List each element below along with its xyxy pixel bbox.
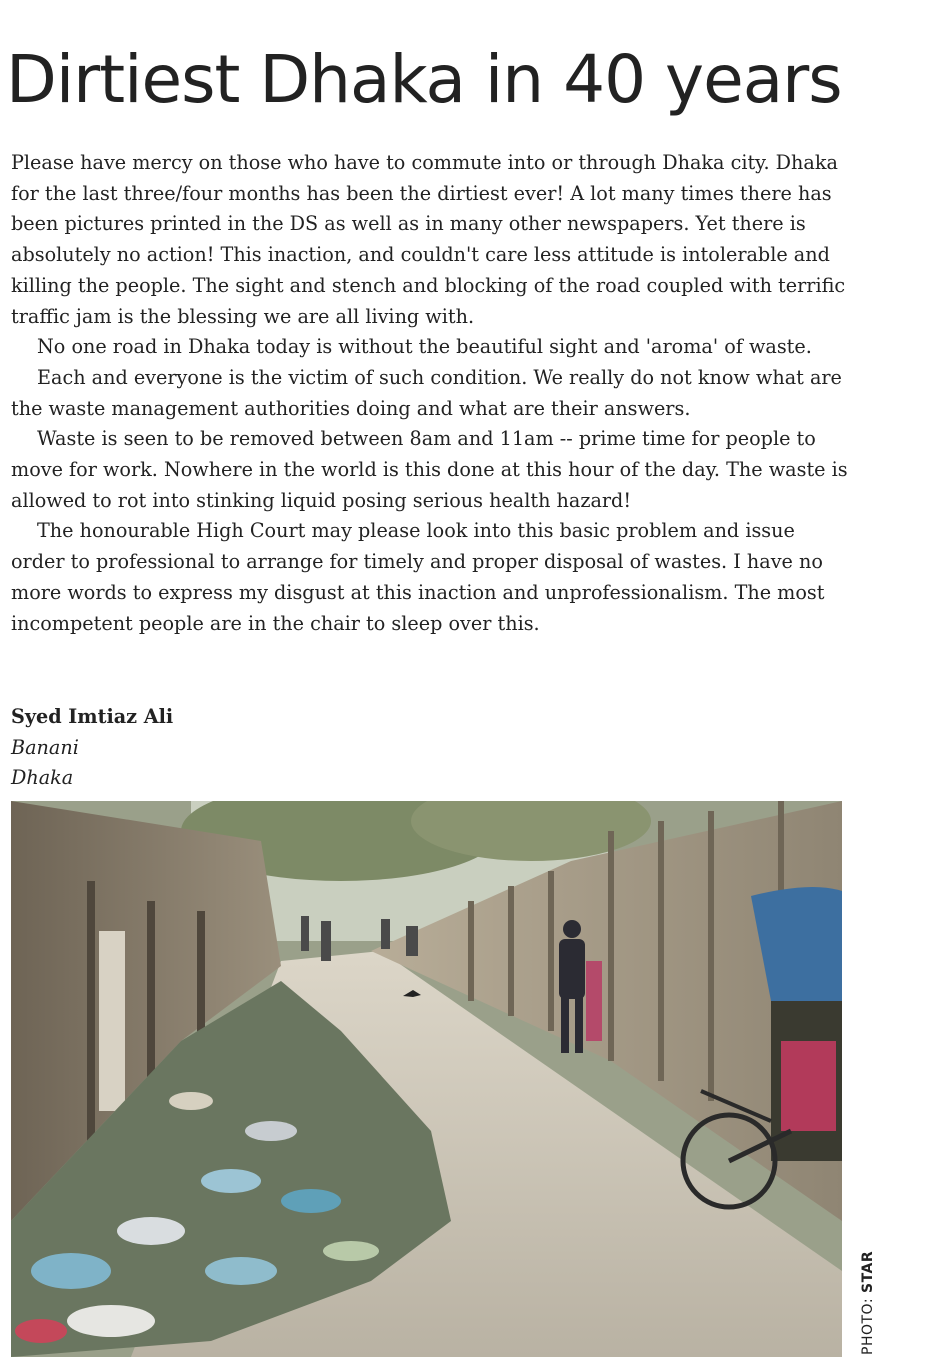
paragraph-3: Each and everyone is the victim of such condition. We really do not know what are the waste management authorities doing and what are their answers. (11, 365, 842, 420)
street-photo (11, 801, 842, 1357)
photo-credit-prefix: PHOTO: (860, 1293, 876, 1355)
paragraph-2: No one road in Dhaka today is without the beautiful sight and 'aroma' of waste. (37, 335, 812, 359)
paragraph-5: The honourable High Court may please look into this basic problem and issue order to professional to arrange for timely and proper disposal of wastes. I have no more words to express my disgust at this inaction and unprofessionalism. The most incompetent people are in the chair to sleep over this. (11, 519, 825, 635)
photo-credit-source: STAR (860, 1250, 876, 1294)
paragraph-4: Waste is seen to be removed between 8am and 11am -- prime time for people to move for work. Nowhere in the world is this done at this hour of the day. The waste is allowed to rot into stinking liquid posing serious health hazard! (11, 427, 848, 512)
author-name: Syed Imtiaz Ali (11, 705, 174, 728)
paragraph-1: Please have mercy on those who have to commute into or through Dhaka city. Dhaka for the last three/four months has been the dirtiest ever! A lot many times there has been pictures printed in the DS as well as in many other newspapers. Yet there is absolutely no action! This inaction, and couldn't care less attitude is intolerable and killing the people. The sight and stench and blocking of the road coupled with terrific traffic jam is the blessing we are all living with. (11, 151, 846, 328)
street-garbage-photo (11, 801, 842, 1357)
headline: Dirtiest Dhaka in 40 years (6, 41, 842, 118)
author-area: Banani (11, 735, 79, 759)
author-city: Dhaka (11, 766, 74, 790)
photo-credit (860, 1251, 876, 1355)
letter-body (11, 148, 851, 639)
signature (11, 702, 173, 794)
